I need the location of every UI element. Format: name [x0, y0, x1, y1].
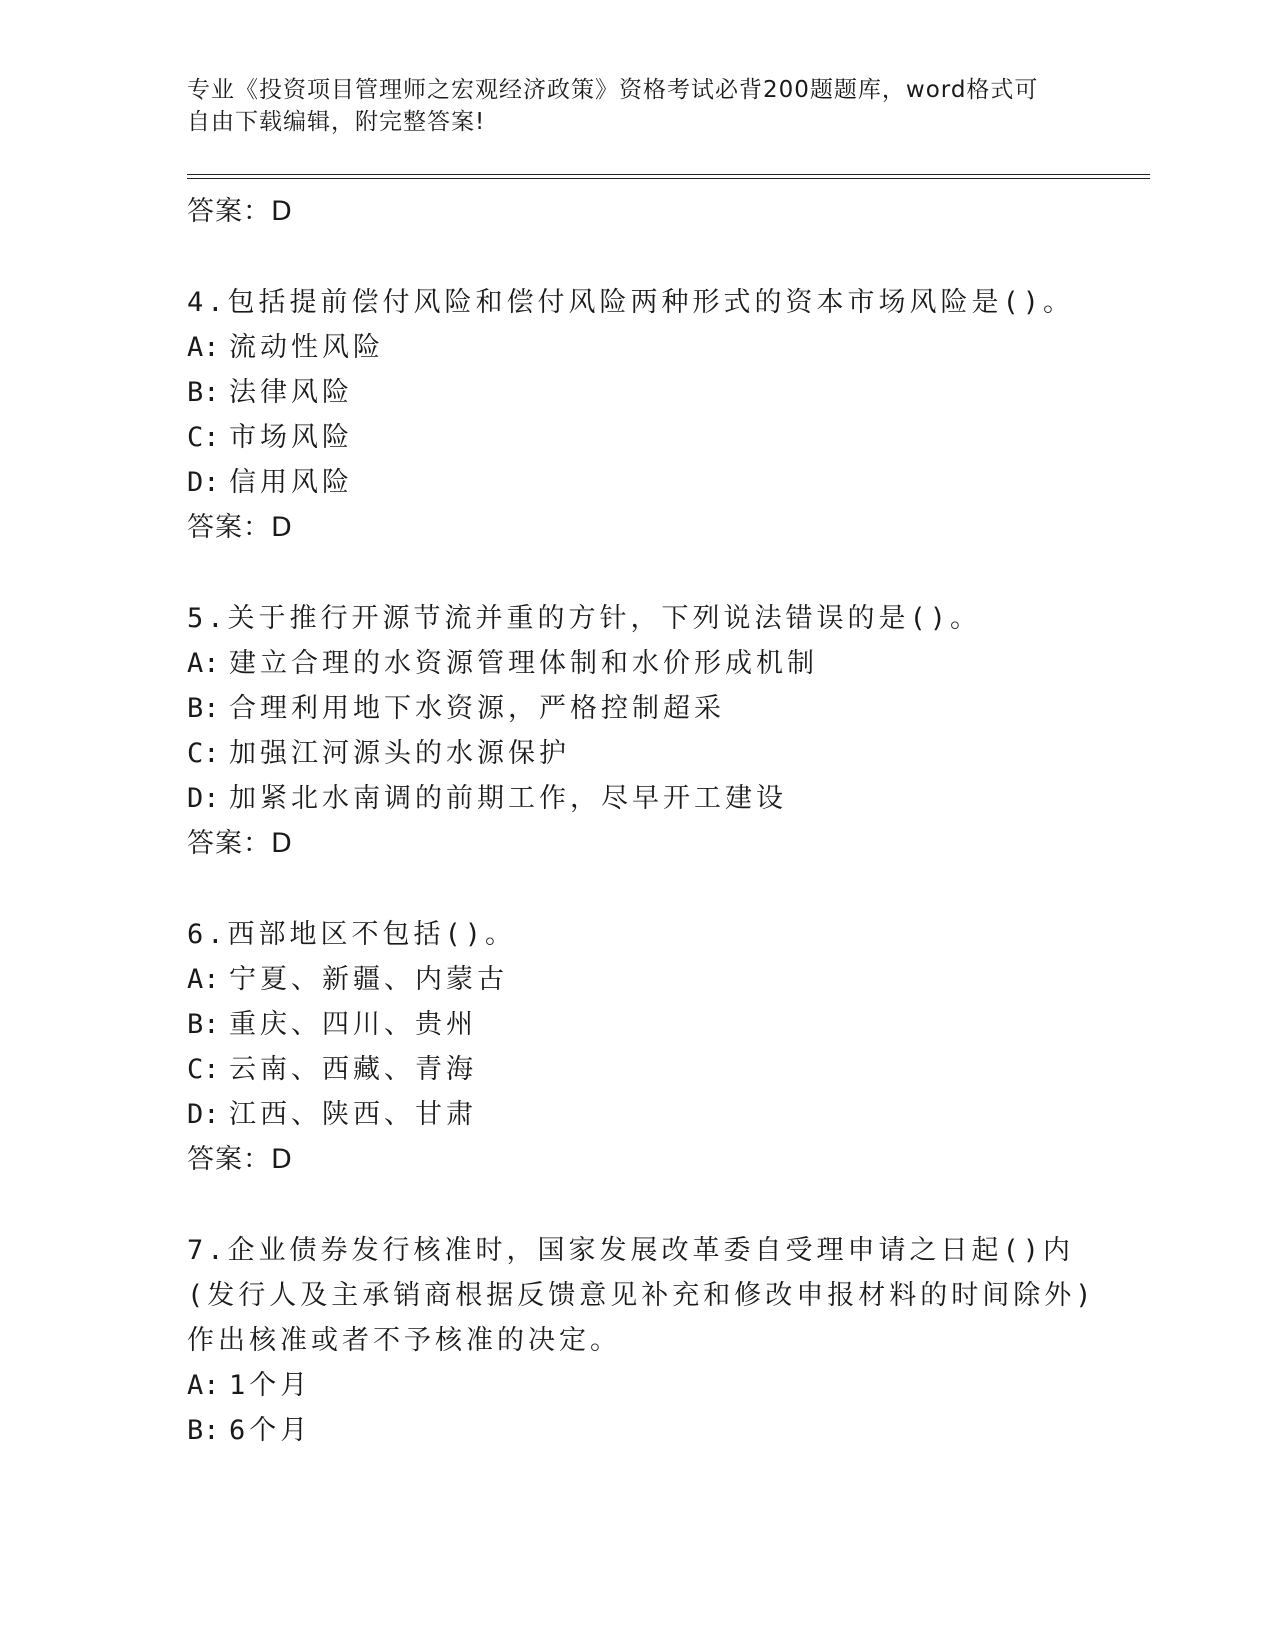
- answer-label: 答案：D: [187, 512, 293, 543]
- option-letter: D:: [187, 467, 220, 498]
- option-letter: B:: [187, 377, 220, 408]
- option-text: 建立合理的水资源管理体制和水价形成机制: [229, 648, 818, 679]
- question-block: [187, 280, 1107, 550]
- document-header: [187, 74, 1087, 138]
- answer-label: 答案：D: [187, 196, 293, 227]
- option-a: [187, 957, 1107, 1002]
- option-letter: D:: [187, 783, 220, 814]
- answer-label: 答案：D: [187, 828, 293, 859]
- option-b: [187, 370, 1107, 415]
- option-letter: A:: [187, 1370, 220, 1401]
- option-text: 云南、西藏、青海: [229, 1054, 477, 1085]
- option-text: 江西、陕西、甘肃: [229, 1099, 477, 1130]
- option-text: 宁夏、新疆、内蒙古: [229, 964, 508, 995]
- header-divider-bottom: [187, 178, 1150, 179]
- option-d: [187, 776, 1107, 821]
- option-text: 市场风险: [229, 422, 353, 453]
- option-c: [187, 731, 1107, 776]
- option-letter: C:: [187, 738, 220, 769]
- option-d: [187, 460, 1107, 505]
- option-letter: A:: [187, 964, 220, 995]
- option-text: 合理利用地下水资源，严格控制超采: [229, 693, 725, 724]
- option-a: [187, 325, 1107, 370]
- option-letter: B:: [187, 1415, 220, 1446]
- question-list: [187, 189, 1107, 1453]
- question-text: 7.企业债券发行核准时，国家发展改革委自受理申请之日起()内(发行人及主承销商根据反馈意见补充和修改申报材料的时间除外)作出核准或者不予核准的决定。: [187, 1235, 1096, 1356]
- option-a: [187, 1363, 1107, 1408]
- question-text: 4.包括提前偿付风险和偿付风险两种形式的资本市场风险是()。: [187, 287, 1075, 318]
- question-text: 5.关于推行开源节流并重的方针，下列说法错误的是()。: [187, 603, 982, 634]
- option-letter: B:: [187, 1009, 220, 1040]
- option-text: 1个月: [229, 1370, 312, 1401]
- option-letter: C:: [187, 1054, 220, 1085]
- option-c: [187, 415, 1107, 460]
- option-c: [187, 1047, 1107, 1092]
- question-block: [187, 912, 1107, 1182]
- option-text: 流动性风险: [229, 332, 384, 363]
- option-letter: A:: [187, 648, 220, 679]
- question-block: [187, 1228, 1107, 1453]
- option-b: [187, 1408, 1107, 1453]
- header-line-2: 自由下载编辑，附完整答案!: [187, 109, 486, 135]
- option-text: 加紧北水南调的前期工作，尽早开工建设: [229, 783, 787, 814]
- option-b: [187, 686, 1107, 731]
- option-text: 法律风险: [229, 377, 353, 408]
- header-line-1: 专业《投资项目管理师之宏观经济政策》资格考试必背200题题库，word格式可: [187, 77, 1039, 103]
- option-letter: B:: [187, 693, 220, 724]
- option-text: 加强江河源头的水源保护: [229, 738, 570, 769]
- option-letter: A:: [187, 332, 220, 363]
- option-text: 重庆、四川、贵州: [229, 1009, 477, 1040]
- header-divider-top: [187, 174, 1150, 175]
- option-letter: D:: [187, 1099, 220, 1130]
- option-b: [187, 1002, 1107, 1047]
- option-text: 信用风险: [229, 467, 353, 498]
- answer-label: 答案：D: [187, 1144, 293, 1175]
- question-block: [187, 596, 1107, 866]
- question-text: 6.西部地区不包括()。: [187, 919, 517, 950]
- option-a: [187, 641, 1107, 686]
- option-letter: C:: [187, 422, 220, 453]
- option-d: [187, 1092, 1107, 1137]
- option-text: 6个月: [229, 1415, 312, 1446]
